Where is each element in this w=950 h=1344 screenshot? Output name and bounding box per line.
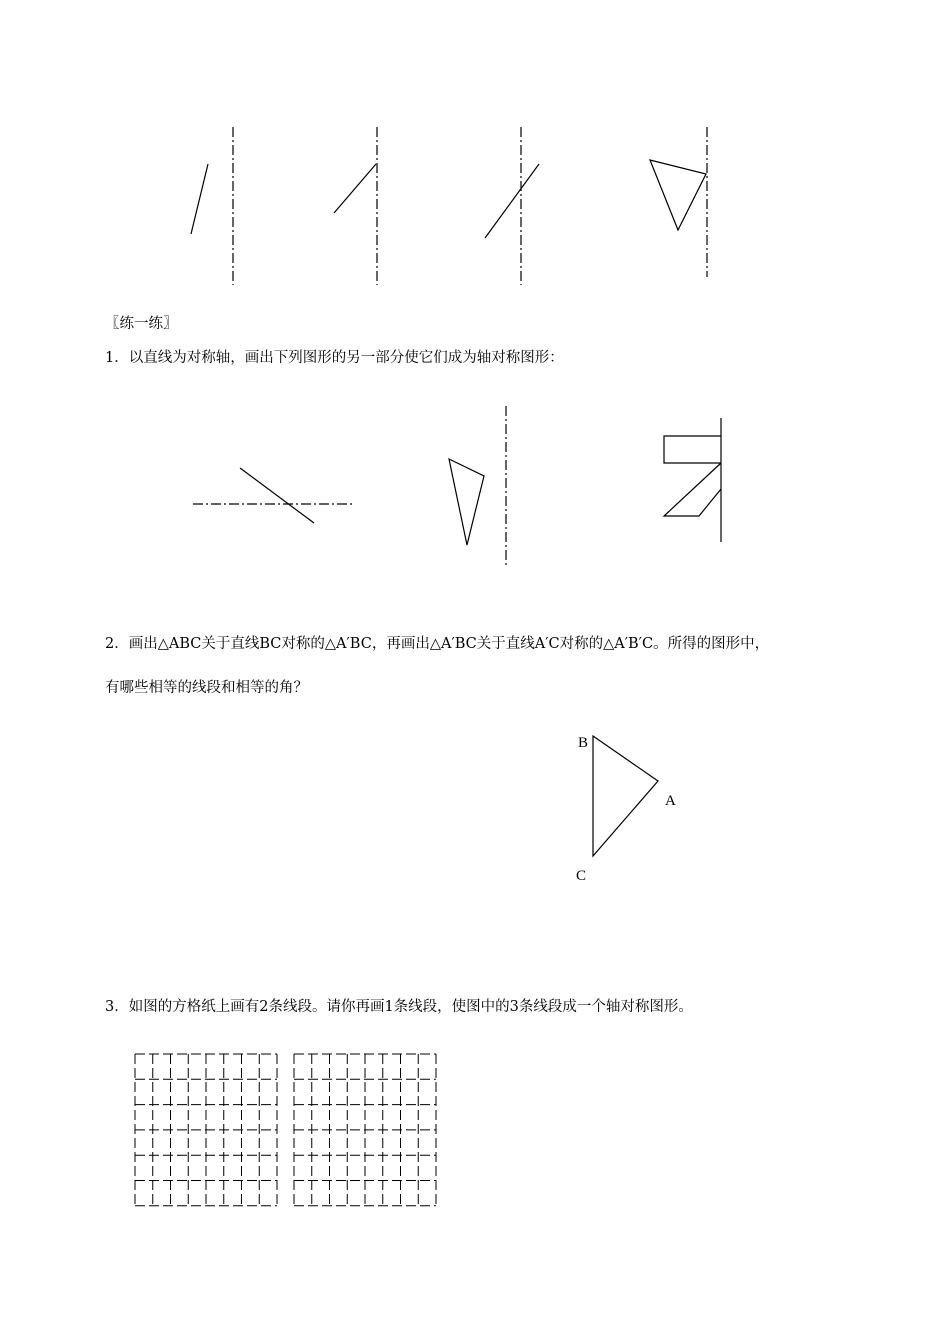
vertex-label-c: C (576, 868, 587, 884)
section-heading: 〖练一练〗 (105, 316, 178, 332)
vertex-label-a: A (665, 793, 676, 809)
grid-right (294, 1054, 436, 1206)
question-3: 3．如图的方格纸上画有2条线段。请你再画1条线段，使图中的3条线段成一个轴对称图形。 (105, 999, 693, 1015)
question-1: 1．以直线为对称轴，画出下列图形的另一部分使它们成为轴对称图形： (105, 350, 564, 366)
question-2-line-1: 2．画出△ABC关于直线BC对称的△A′BC，再画出△A′BC关于直线A′C对称的△A′B′C。所得的图形中， (105, 636, 770, 652)
question-2-line-2: 有哪些相等的线段和相等的角？ (105, 680, 308, 696)
grid-left (135, 1054, 277, 1206)
vertex-label-b: B (578, 735, 589, 751)
